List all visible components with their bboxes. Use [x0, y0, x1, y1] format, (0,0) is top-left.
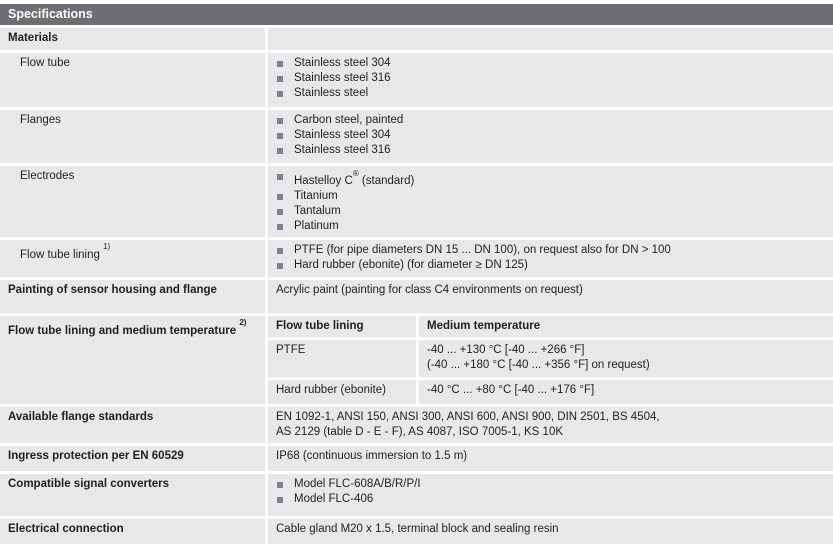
- temperature-line: (-40 ... +180 °C [-40 ... +356 °F] on request): [427, 358, 650, 371]
- flange-standards-value: [268, 407, 833, 443]
- col-header-medium-temperature: Medium temperature: [419, 316, 833, 337]
- signal-converters-values: [268, 474, 833, 516]
- bullet-square-icon: [277, 118, 283, 124]
- row-flange-standards: [0, 407, 833, 443]
- row-ingress-protection: [0, 446, 833, 471]
- list-item: [276, 492, 825, 507]
- list-item: [276, 169, 825, 189]
- materials-heading-spacer: [268, 28, 833, 50]
- specifications-header: [0, 4, 833, 25]
- list-item-text: Stainless steel: [294, 87, 369, 99]
- table-row: [268, 380, 833, 404]
- signal-converters-label: Compatible signal converters: [0, 474, 265, 516]
- bullet-square-icon: [277, 76, 283, 82]
- lining-type-cell: Hard rubber (ebonite): [268, 380, 416, 404]
- list-item-text: Hard rubber (ebonite) (for diameter ≥ DN 125): [294, 258, 528, 271]
- footnote-1-marker: 1): [103, 242, 111, 252]
- bullet-square-icon: [277, 248, 283, 254]
- bullet-square-icon: [277, 133, 283, 139]
- bullet-square-icon: [277, 174, 283, 180]
- flange-standards-line: AS 2129 (table D - E - F), AS 4087, ISO 7005-1, KS 10K: [276, 425, 564, 438]
- list-item: [276, 56, 825, 71]
- list-item: [276, 477, 825, 492]
- list-item: [276, 204, 825, 219]
- bullet-square-icon: [277, 91, 283, 97]
- bullet-square-icon: [277, 224, 283, 230]
- col-header-flow-tube-lining: Flow tube lining: [268, 316, 416, 337]
- bullet-square-icon: [277, 148, 283, 154]
- bullet-square-icon: [277, 61, 283, 67]
- list-item: [276, 219, 825, 234]
- list-item-text: Carbon steel, painted: [294, 114, 404, 126]
- list-item: [276, 128, 825, 143]
- list-item-text: Model FLC-608A/B/R/P/I: [294, 477, 421, 490]
- row-electrical-connection: [0, 519, 833, 544]
- lining-temperature-label: Flow tube lining and medium temperature $^{2)}$: [0, 316, 265, 404]
- list-item: [276, 258, 825, 273]
- electrical-connection-value: Cable gland M20 x 1.5, terminal block and sealing resin: [268, 519, 833, 544]
- list-item-text: Stainless steel 304: [294, 129, 391, 141]
- list-item-text: Hastelloy C® (standard): [294, 168, 415, 187]
- list-item-text: PTFE (for pipe diameters DN 15 ... DN 100), on request also for DN > 100: [294, 243, 671, 256]
- temperature-cell: -40 °C ... +80 °C [-40 ... +176 °F]: [419, 380, 833, 404]
- flanges-label: Flanges: [0, 110, 265, 163]
- flange-standards-label: Available flange standards: [0, 407, 265, 443]
- electrodes-label: Electrodes: [0, 166, 265, 237]
- specifications-title: Specifications: [8, 7, 93, 21]
- ingress-protection-value: IP68 (continuous immersion to 1.5 m): [268, 446, 833, 471]
- medium-temperature-table: [268, 316, 833, 404]
- list-item-text: Stainless steel 304: [294, 57, 391, 69]
- painting-value: Acrylic paint (painting for class C4 environments on request): [268, 280, 833, 313]
- registered-mark: ®: [352, 168, 359, 178]
- list-item: [276, 243, 825, 258]
- list-item-text: Stainless steel 316: [294, 72, 391, 84]
- list-item: [276, 71, 825, 86]
- row-flanges: [0, 110, 833, 163]
- footnote-2-marker: 2): [239, 318, 247, 328]
- electrodes-values: [268, 166, 833, 237]
- row-lining-and-temperature: [0, 316, 833, 404]
- row-flow-tube-lining: [0, 240, 833, 277]
- temperature-cell: [419, 340, 833, 377]
- table-row: [268, 340, 833, 377]
- list-item-text: Model FLC-406: [294, 492, 374, 505]
- temperature-line: -40 ... +130 °C [-40 ... +266 °F]: [427, 343, 585, 356]
- bullet-square-icon: [277, 194, 283, 200]
- bullet-square-icon: [277, 482, 283, 488]
- list-item-text: Titanium: [294, 189, 338, 202]
- painting-label: Painting of sensor housing and flange: [0, 280, 265, 313]
- list-item: [276, 113, 825, 128]
- list-item-text: Stainless steel 316: [294, 144, 391, 156]
- bullet-square-icon: [277, 209, 283, 215]
- list-item-text: Platinum: [294, 219, 339, 232]
- row-flow-tube: [0, 53, 833, 107]
- electrical-connection-label: Electrical connection: [0, 519, 265, 544]
- row-electrodes: [0, 166, 833, 237]
- bullet-square-icon: [277, 263, 283, 269]
- bullet-square-icon: [277, 497, 283, 503]
- ingress-protection-label: Ingress protection per EN 60529: [0, 446, 265, 471]
- list-item: [276, 143, 825, 158]
- flange-standards-line: EN 1092-1, ANSI 150, ANSI 300, ANSI 600, ANSI 900, DIN 2501, BS 4504,: [276, 410, 660, 423]
- row-materials-heading: [0, 28, 833, 50]
- medium-temperature-header-row: [268, 316, 833, 337]
- list-item: [276, 86, 825, 101]
- flanges-values: [268, 110, 833, 163]
- flow-tube-lining-label: Flow tube lining $^{1)}$: [0, 240, 265, 277]
- flow-tube-lining-values: [268, 240, 833, 277]
- row-painting: [0, 280, 833, 313]
- list-item: [276, 189, 825, 204]
- flow-tube-values: [268, 53, 833, 107]
- flow-tube-label: Flow tube: [0, 53, 265, 107]
- lining-type-cell: PTFE: [268, 340, 416, 377]
- list-item-text: Tantalum: [294, 204, 341, 217]
- materials-heading-label: Materials: [0, 28, 265, 50]
- row-signal-converters: [0, 474, 833, 516]
